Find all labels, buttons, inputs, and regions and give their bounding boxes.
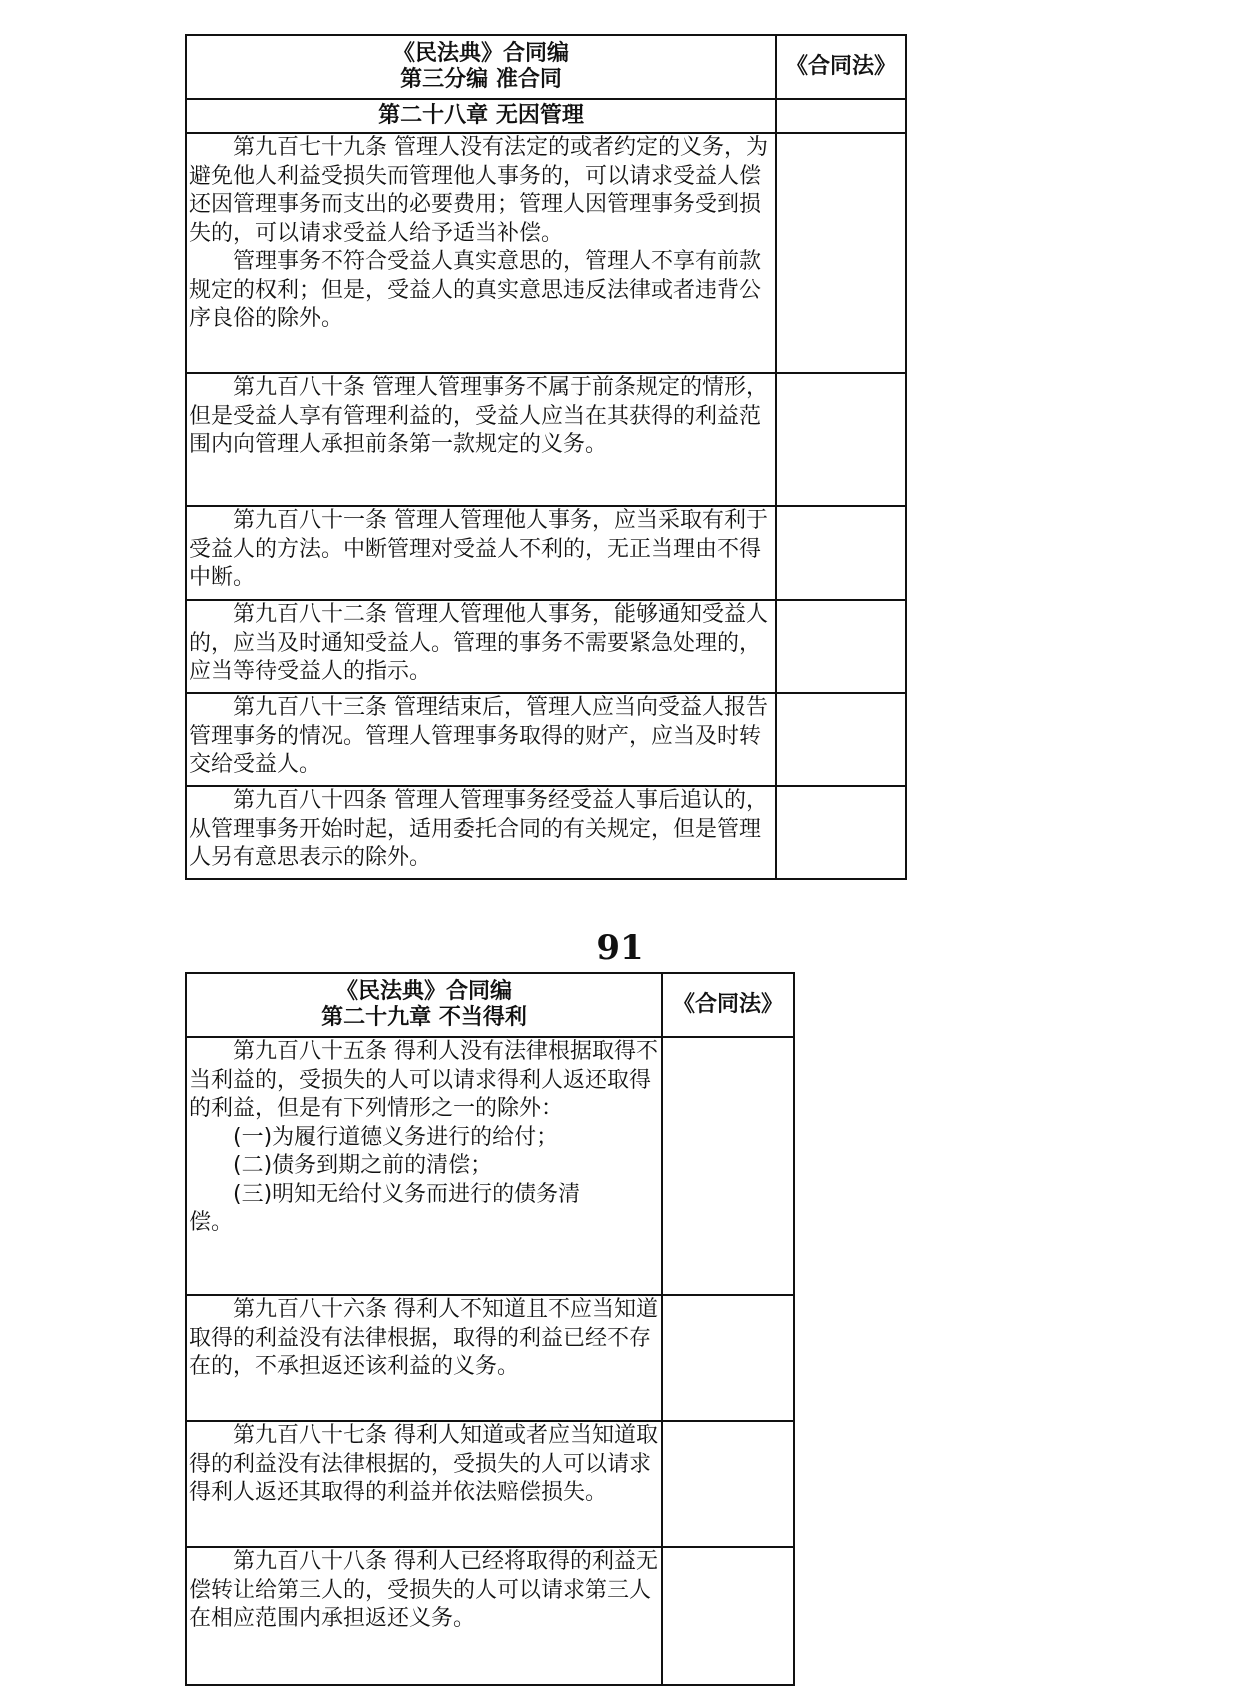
article-cell xyxy=(186,600,776,693)
article-list-item: (二)债务到期之前的清偿； xyxy=(233,1153,493,1178)
article-paragraph: 第九百八十一条 管理人管理他人事务，应当采取有利于受益人的方法。中断管理对受益人不利的，无正当理由不得中断。 xyxy=(189,508,768,590)
table-header-contract-law: 《合同法》 xyxy=(662,973,794,1037)
empty-cell xyxy=(776,373,906,506)
empty-cell xyxy=(776,99,906,133)
article-paragraph: 第九百八十八条 得利人已经将取得的利益无偿转让给第三人的，受损失的人可以请求第三人在相应范围内承担返还义务。 xyxy=(189,1549,658,1631)
civil-code-comparison-table-quasi-contract xyxy=(185,34,907,880)
article-paragraph: 第九百八十六条 得利人不知道且不应当知道取得的利益没有法律根据，取得的利益已经不存在的，不承担返还该利益的义务。 xyxy=(189,1297,658,1379)
article-paragraph: 第九百八十三条 管理结束后，管理人应当向受益人报告管理事务的情况。管理人管理事务取得的财产，应当及时转交给受益人。 xyxy=(189,695,768,777)
article-paragraph: 第九百八十条 管理人管理事务不属于前条规定的情形，但是受益人享有管理利益的，受益人应当在其获得的利益范围内向管理人承担前条第一款规定的义务。 xyxy=(189,375,768,457)
header-title-line1: 《民法典》合同编 xyxy=(392,41,569,66)
article-list-item-continued: 偿。 xyxy=(189,1210,234,1235)
empty-cell xyxy=(776,600,906,693)
article-paragraph: 第九百八十七条 得利人知道或者应当知道取得的利益没有法律根据的，受损失的人可以请求得利人返还其取得的利益并依法赔偿损失。 xyxy=(189,1423,658,1505)
empty-cell xyxy=(776,506,906,600)
article-paragraph: 第九百八十五条 得利人没有法律根据取得不当利益的，受损失的人可以请求得利人返还取得的利益，但是有下列情形之一的除外： xyxy=(189,1039,658,1121)
article-paragraph: 管理事务不符合受益人真实意思的，管理人不享有前款规定的权利；但是，受益人的真实意思违反法律或者违背公序良俗的除外。 xyxy=(189,249,762,331)
article-cell xyxy=(186,133,776,373)
article-list-item: (一)为履行道德义务进行的给付； xyxy=(233,1124,559,1150)
civil-code-comparison-table-unjust-enrichment xyxy=(185,972,795,1686)
header-title-line1: 《民法典》合同编 xyxy=(335,979,512,1004)
empty-cell xyxy=(776,693,906,786)
empty-cell xyxy=(776,133,906,373)
empty-cell xyxy=(662,1037,794,1295)
article-cell xyxy=(186,1295,662,1421)
article-paragraph: 第九百八十二条 管理人管理他人事务，能够通知受益人的，应当及时通知受益人。管理的事务不需要紧急处理的，应当等待受益人的指示。 xyxy=(189,602,768,684)
article-paragraph: 第九百八十四条 管理人管理事务经受益人事后追认的，从管理事务开始时起，适用委托合同的有关规定，但是管理人另有意思表示的除外。 xyxy=(189,788,768,870)
table-header-civil-code xyxy=(186,973,662,1037)
empty-cell xyxy=(776,786,906,879)
article-cell xyxy=(186,506,776,600)
empty-cell xyxy=(662,1547,794,1685)
page-number: 91 xyxy=(596,928,644,968)
article-paragraph: 第九百七十九条 管理人没有法定的或者约定的义务，为避免他人利益受损失而管理他人事务的，可以请求受益人偿还因管理事务而支出的必要费用；管理人因管理事务受到损失的，可以请求受益人给予适当补偿。 xyxy=(189,135,768,246)
article-cell xyxy=(186,1547,662,1685)
article-cell xyxy=(186,786,776,879)
empty-cell xyxy=(662,1421,794,1547)
header-title-line2: 第三分编 准合同 xyxy=(400,67,562,92)
article-cell xyxy=(186,1421,662,1547)
article-cell xyxy=(186,693,776,786)
table-header-civil-code xyxy=(186,35,776,99)
header-title-line2: 第二十九章 不当得利 xyxy=(321,1005,527,1030)
empty-cell xyxy=(662,1295,794,1421)
article-cell xyxy=(186,373,776,506)
article-cell xyxy=(186,1037,662,1295)
table-header-contract-law: 《合同法》 xyxy=(776,35,906,99)
chapter-heading: 第二十八章 无因管理 xyxy=(186,99,776,133)
article-list-item: (三)明知无给付义务而进行的债务清 xyxy=(233,1181,581,1207)
